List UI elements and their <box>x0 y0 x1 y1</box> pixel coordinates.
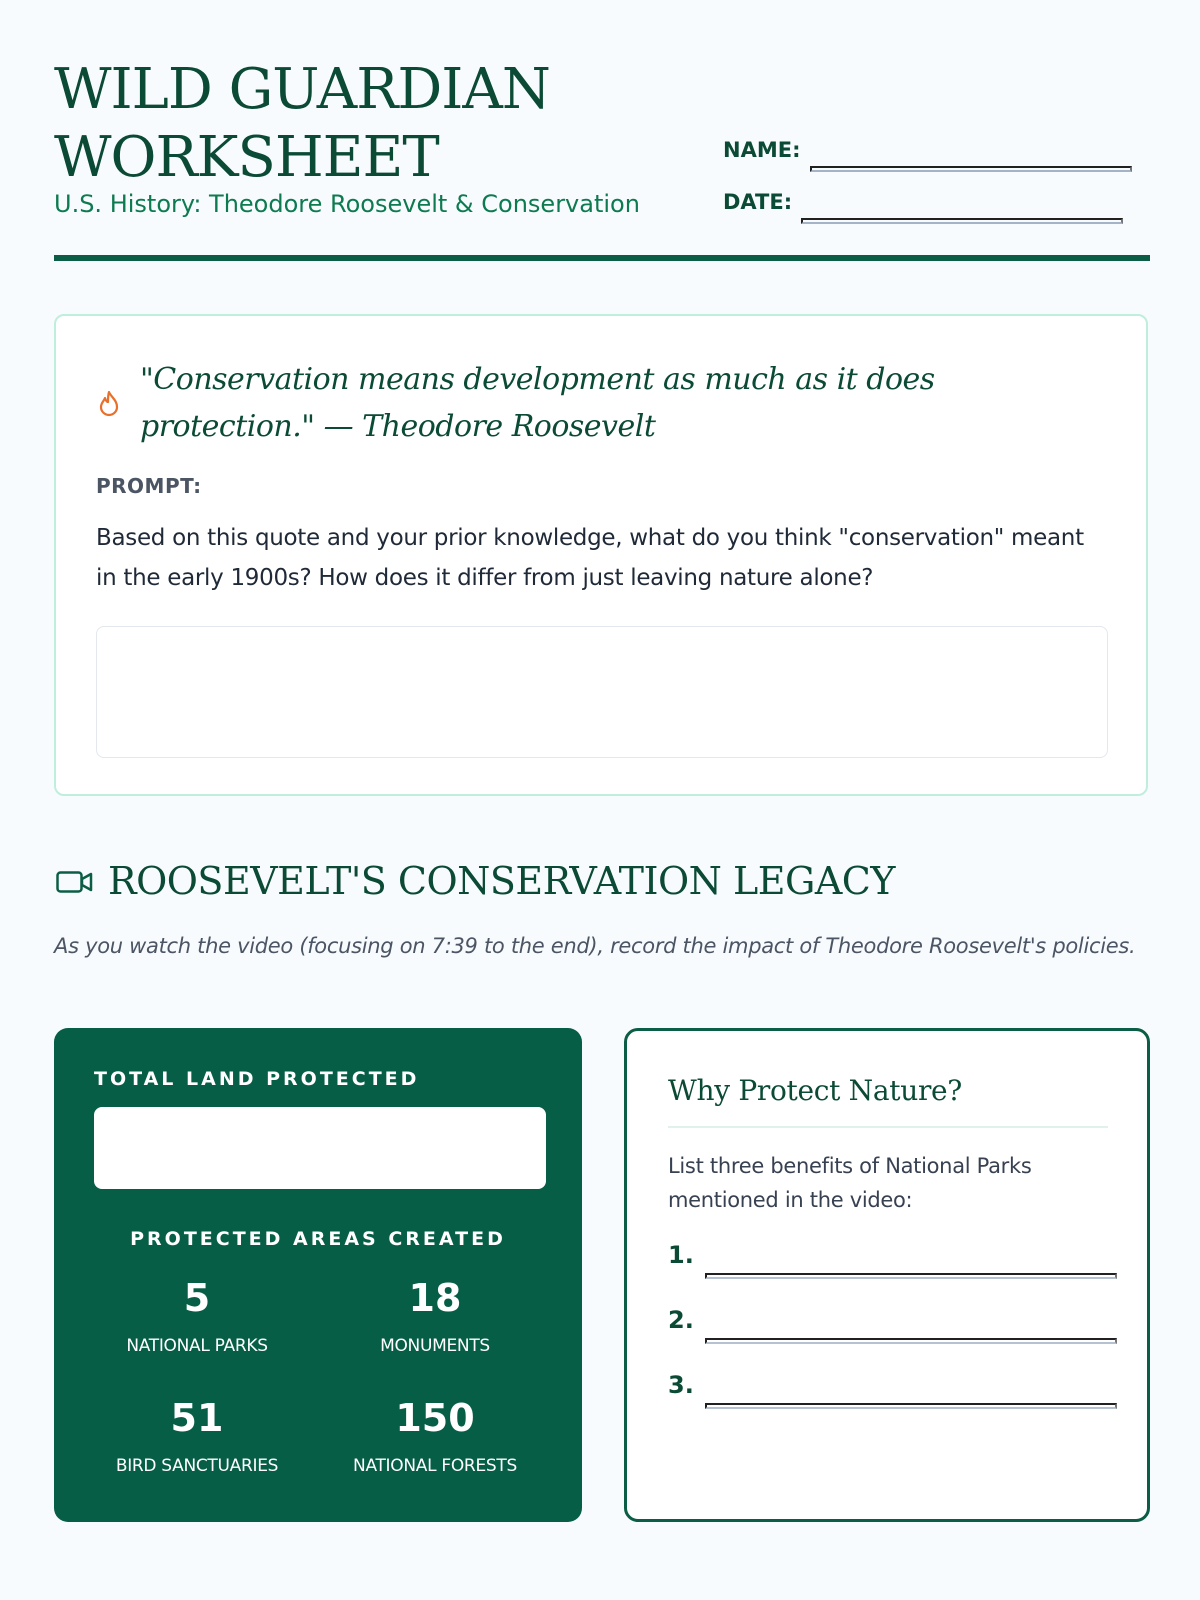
stat-value: 51 <box>170 1396 224 1440</box>
name-label: NAME: <box>723 138 801 162</box>
stats-panel <box>54 1028 582 1522</box>
benefits-title: Why Protect Nature? <box>668 1074 963 1107</box>
stat-label: NATIONAL FORESTS <box>353 1456 517 1476</box>
benefit-number: 1. <box>668 1241 694 1269</box>
prompt-label: PROMPT: <box>96 474 202 498</box>
date-label: DATE: <box>723 190 793 214</box>
stat-bird-sanctuaries <box>78 1394 316 1478</box>
legacy-title: ROOSEVELT'S CONSERVATION LEGACY <box>108 859 895 903</box>
legacy-section-heading <box>54 856 1150 906</box>
protected-areas-label: PROTECTED AREAS CREATED <box>130 1228 506 1250</box>
quote-card <box>54 314 1148 796</box>
roosevelt-quote: "Conservation means development as much as it does protection." — Theodore Roosevelt <box>140 362 935 444</box>
worksheet-title: WILD GUARDIAN WORKSHEET <box>54 57 550 190</box>
benefits-divider <box>668 1126 1108 1128</box>
stat-value: 5 <box>183 1276 211 1320</box>
stat-label: BIRD SANCTUARIES <box>115 1456 279 1476</box>
stat-label: NATIONAL PARKS <box>126 1336 268 1356</box>
prompt-text: Based on this quote and your prior knowledge, what do you think "conservation" meant in the early 1900s? How does it differ from just leaving nature alone? <box>96 525 1084 591</box>
date-field[interactable] <box>801 218 1123 224</box>
stat-label: MONUMENTS <box>380 1336 490 1356</box>
benefits-prompt: List three benefits of National Parks mentioned in the video: <box>668 1154 1032 1212</box>
flame-icon <box>98 390 120 418</box>
total-land-input[interactable] <box>94 1107 546 1189</box>
stat-national-parks <box>78 1274 316 1358</box>
benefit-number: 2. <box>668 1306 694 1334</box>
name-field[interactable] <box>810 166 1132 172</box>
benefit-answer-line-3[interactable] <box>705 1403 1117 1409</box>
worksheet-header <box>54 56 1150 262</box>
prompt-answer-box[interactable] <box>96 626 1108 758</box>
header-divider <box>54 255 1150 261</box>
stat-monuments <box>316 1274 554 1358</box>
total-land-label: TOTAL LAND PROTECTED <box>94 1068 420 1090</box>
video-camera-icon <box>56 870 94 894</box>
benefit-number: 3. <box>668 1371 694 1399</box>
worksheet-subtitle: U.S. History: Theodore Roosevelt & Conservation <box>54 190 640 218</box>
stat-value: 18 <box>408 1276 462 1320</box>
video-instructions: As you watch the video (focusing on 7:39 to the end), record the impact of Theodore Roosevelt's policies. <box>54 934 1136 958</box>
stat-national-forests <box>316 1394 554 1478</box>
worksheet-page <box>54 0 1150 1600</box>
stat-value: 150 <box>395 1396 475 1440</box>
benefit-answer-line-1[interactable] <box>705 1273 1117 1279</box>
benefit-answer-line-2[interactable] <box>705 1338 1117 1344</box>
benefits-panel <box>624 1028 1150 1522</box>
